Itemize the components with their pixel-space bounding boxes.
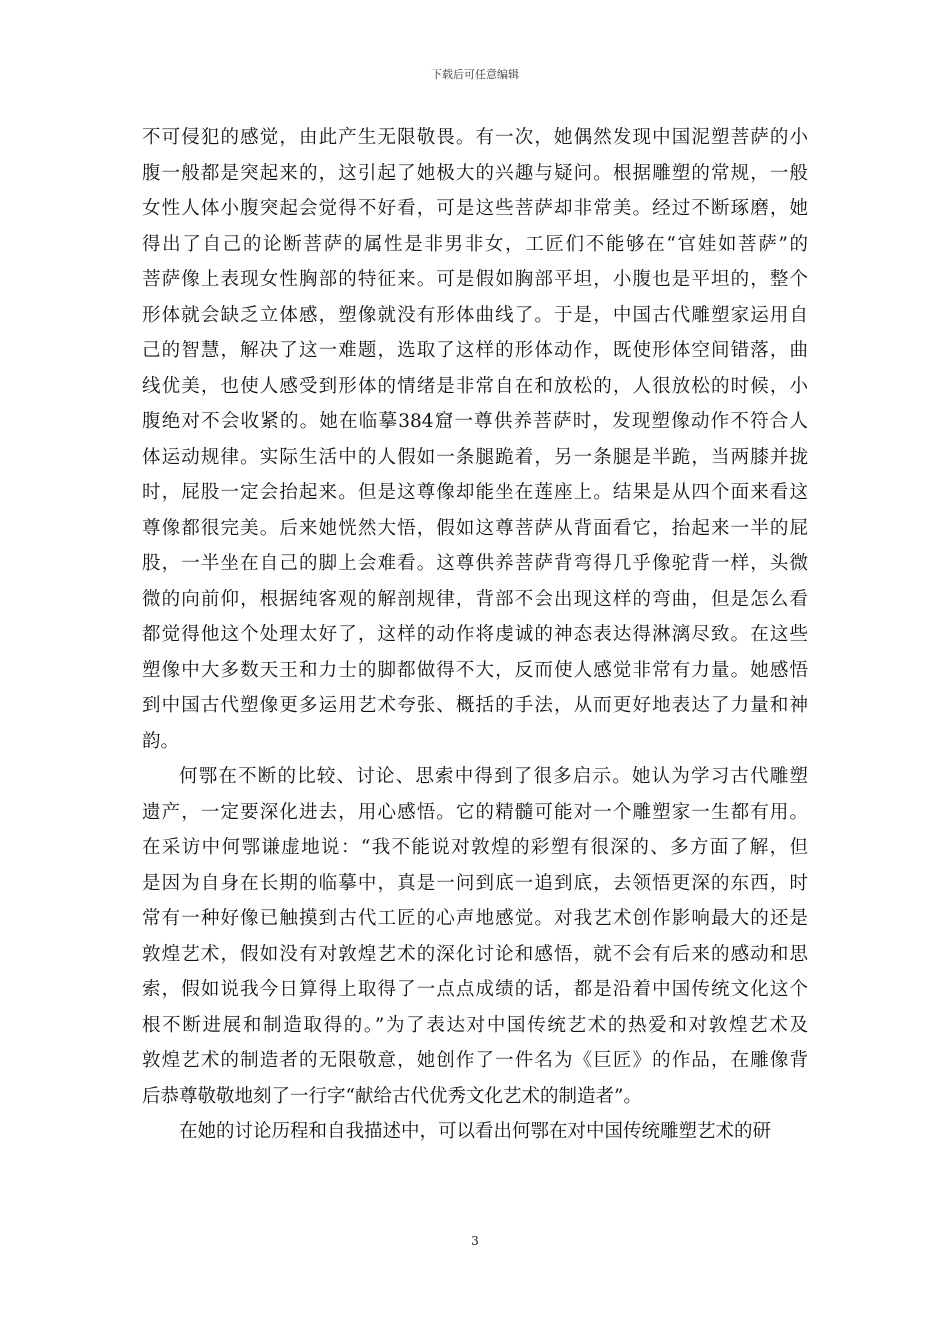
text-line: 时，屁股一定会抬起来。但是这尊像却能坐在莲座上。结果是从四个面来看这 <box>142 482 808 503</box>
text-line: 都觉得他这个处理太好了，这样的动作将虔诚的神态表达得淋漓尽致。在这些 <box>142 624 808 645</box>
text-line: 在采访中何鄂谦虚地说：“我不能说对敦煌的彩塑有很深的、多方面了解，但 <box>142 837 808 858</box>
text-line: 不可侵犯的感觉，由此产生无限敬畏。有一次，她偶然发现中国泥塑菩萨的小 <box>142 127 808 148</box>
text-line: 己的智慧，解决了这一难题，选取了这样的形体动作，既使形体空间错落，曲 <box>142 340 808 361</box>
text-line: 线优美，也使人感受到形体的情绪是非常自在和放松的，人很放松的时候，小 <box>142 375 808 397</box>
document-body <box>142 120 808 1150</box>
text-line: 形体就会缺乏立体感，塑像就没有形体曲线了。于是，中国古代雕塑家运用自 <box>142 304 808 326</box>
text-line: 体运动规律。实际生活中的人假如一条腿跪着，另一条腿是半跪，当两膝并拢 <box>142 446 808 468</box>
text-line: 菩萨像上表现女性胸部的特征来。可是假如胸部平坦，小腹也是平坦的，整个 <box>142 269 808 290</box>
text-line: 在她的讨论历程和自我描述中，可以看出何鄂在对中国传统雕塑艺术的研 <box>179 1121 772 1142</box>
text-line: 敦煌艺术，假如没有对敦煌艺术的深化讨论和感悟，就不会有后来的感动和思 <box>142 943 808 965</box>
text-line: 得出了自己的论断菩萨的属性是非男非女，工匠们不能够在“官娃如菩萨”的 <box>142 233 808 255</box>
text-line: 腹绝对不会收紧的。她在临摹384窟一尊供养菩萨时，发现塑像动作不符合人 <box>142 411 808 432</box>
text-line: 腹一般都是突起来的，这引起了她极大的兴趣与疑问。根据雕塑的常规，一般 <box>142 162 808 184</box>
text-line: 尊像都很完美。后来她恍然大悟，假如这尊菩萨从背面看它，抬起来一半的屁 <box>142 517 808 539</box>
page-number: 3 <box>471 1234 479 1248</box>
paragraph <box>142 759 808 1114</box>
text-line: 是因为自身在长期的临摹中，真是一问到底一追到底，去领悟更深的东西，时 <box>142 872 808 894</box>
paragraph <box>142 120 808 759</box>
text-line: 遗产，一定要深化进去，用心感悟。它的精髓可能对一个雕塑家一生都有用。 <box>142 801 808 823</box>
text-line: 塑像中大多数天王和力士的脚都做得不大，反而使人感觉非常有力量。她感悟 <box>142 659 808 681</box>
text-line: 女性人体小腹突起会觉得不好看，可是这些菩萨却非常美。经过不断琢磨，她 <box>142 198 808 219</box>
paragraph <box>142 1114 808 1150</box>
text-line: 股，一半坐在自己的脚上会难看。这尊供养菩萨背弯得几乎像驼背一样，头微 <box>142 553 808 574</box>
text-line: 后恭尊敬敬地刻了一行字“献给古代优秀文化艺术的制造者”。 <box>142 1085 642 1107</box>
text-line: 韵。 <box>142 730 180 752</box>
text-line: 常有一种好像已触摸到古代工匠的心声地感觉。对我艺术创作影响最大的还是 <box>142 908 808 929</box>
text-line: 微的向前仰，根据纯客观的解剖规律，背部不会出现这样的弯曲，但是怎么看 <box>142 588 808 610</box>
text-line: 到中国古代塑像更多运用艺术夸张、概括的手法，从而更好地表达了力量和神 <box>142 695 808 716</box>
page-header: 下载后可任意编辑 <box>431 68 519 81</box>
text-line: 根不断进展和制造取得的。”为了表达对中国传统艺术的热爱和对敦煌艺术及 <box>142 1014 808 1036</box>
text-line: 何鄂在不断的比较、讨论、思索中得到了很多启示。她认为学习古代雕塑 <box>179 766 808 787</box>
text-line: 敦煌艺术的制造者的无限敬意，她创作了一件名为《巨匠》的作品，在雕像背 <box>142 1050 808 1071</box>
text-line: 索，假如说我今日算得上取得了一点点成绩的话，都是沿着中国传统文化这个 <box>142 979 808 1000</box>
